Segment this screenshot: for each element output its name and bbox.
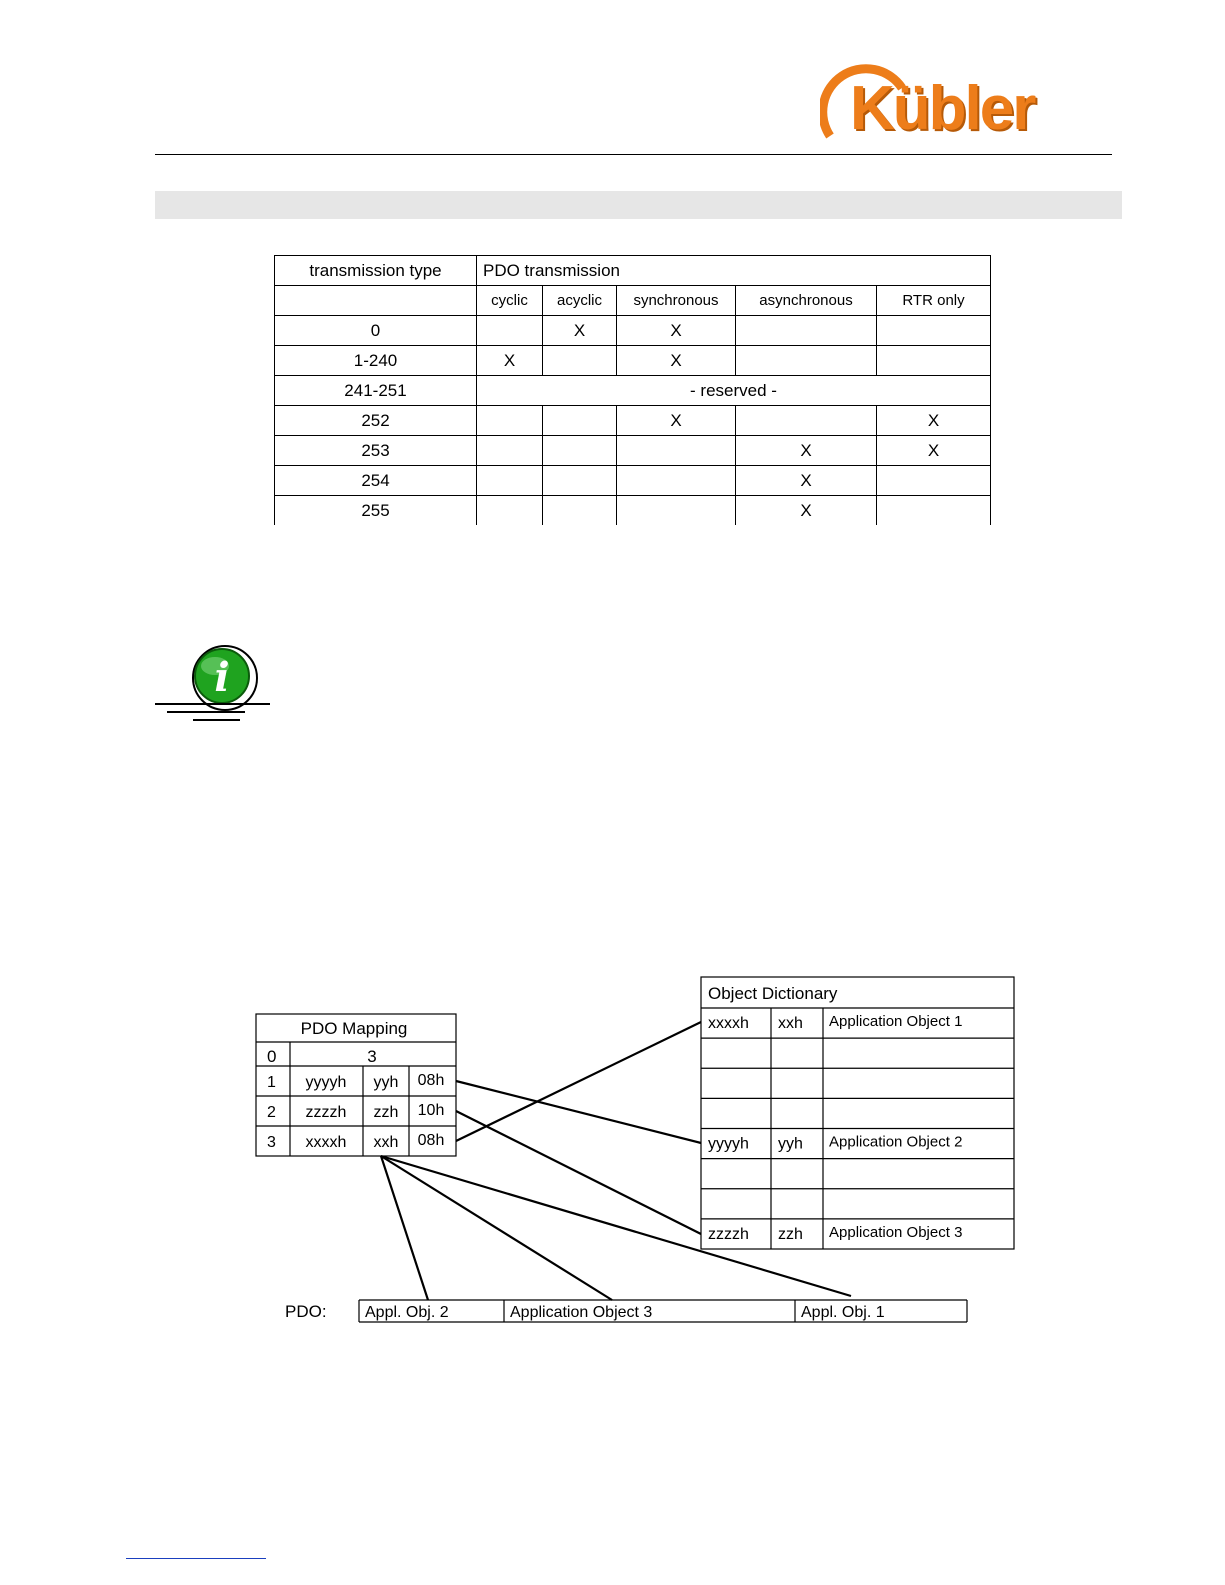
footer-link-underline (126, 1558, 266, 1559)
transmission-mark-cell: X (877, 406, 991, 436)
header-pdo-transmission: PDO transmission (477, 256, 991, 286)
pdo-mapping-row-number: 2 (267, 1104, 276, 1121)
pdo-mapping-subindex-value: xxh (373, 1134, 399, 1151)
transmission-type-cell: 252 (275, 406, 477, 436)
column-header: RTR only (877, 286, 991, 316)
transmission-mark-cell: X (617, 346, 736, 376)
object-dictionary-index: zzzzh (708, 1225, 749, 1243)
pdo-mapping-length: 10h (417, 1102, 445, 1119)
object-dictionary-object-name: Application Object 1 (829, 1013, 963, 1030)
object-dictionary-object-name: Application Object 3 (829, 1223, 963, 1241)
transmission-type-cell: 254 (275, 466, 477, 496)
mapping-connectors (381, 1022, 851, 1300)
pdo-mapping-title: PDO Mapping (300, 1019, 408, 1038)
pdo-frame-label: PDO: (285, 1302, 327, 1321)
pdo-mapping-row-number: 1 (267, 1074, 276, 1091)
transmission-mark-cell: X (617, 406, 736, 436)
pdo-mapping-subindex-value: yyh (373, 1074, 399, 1091)
pdo-mapping-row-number: 3 (267, 1134, 276, 1151)
pdo-mapping-subindex: 0 (267, 1047, 277, 1066)
header-transmission-type: transmission type (275, 256, 477, 286)
logo-wordmark: Kübler (850, 74, 1035, 143)
pdo-frame-segment: Appl. Obj. 2 (365, 1304, 449, 1321)
transmission-mark-cell: X (543, 316, 617, 346)
transmission-type-cell: 1-240 (275, 346, 477, 376)
transmission-type-cell: 241-251 (275, 376, 477, 406)
transmission-mark-cell: X (736, 436, 877, 466)
object-dictionary-subindex: yyh (778, 1135, 803, 1153)
column-header: synchronous (617, 286, 736, 316)
object-dictionary-subindex: zzh (778, 1225, 803, 1243)
column-header: asynchronous (736, 286, 877, 316)
reserved-cell: - reserved - (477, 376, 991, 406)
transmission-mark-cell: X (477, 346, 543, 376)
object-dictionary-index: yyyyh (708, 1135, 749, 1153)
column-header: cyclic (477, 286, 543, 316)
pdo-mapping-length: 08h (417, 1132, 445, 1149)
pdo-frame-segment: Application Object 3 (510, 1304, 653, 1321)
transmission-mark-cell: X (736, 466, 877, 496)
object-dictionary-subindex: xxh (778, 1015, 803, 1032)
pdo-mapping-length: 08h (417, 1072, 445, 1089)
pdo-mapping-subindex-value: zzh (373, 1104, 399, 1121)
transmission-type-cell: 0 (275, 316, 477, 346)
object-dictionary-index: xxxxh (708, 1015, 749, 1032)
column-header: acyclic (543, 286, 617, 316)
pdo-mapping-index: zzzzh (305, 1104, 347, 1121)
pdo-mapping-index: yyyyh (305, 1074, 347, 1091)
transmission-type-cell: 253 (275, 436, 477, 466)
object-dictionary-title: Object Dictionary (708, 984, 838, 1003)
pdo-mapping-index: xxxxh (305, 1134, 347, 1151)
pdo-frame-segment: Appl. Obj. 1 (801, 1304, 885, 1321)
transmission-mark-cell: X (877, 436, 991, 466)
pdo-mapping-count: 3 (367, 1047, 377, 1066)
transmission-mark-cell: X (736, 496, 877, 526)
transmission-mark-cell: X (617, 316, 736, 346)
transmission-type-cell: 255 (275, 496, 477, 526)
svg-text:i: i (214, 654, 230, 701)
object-dictionary-object-name: Application Object 2 (829, 1133, 963, 1151)
